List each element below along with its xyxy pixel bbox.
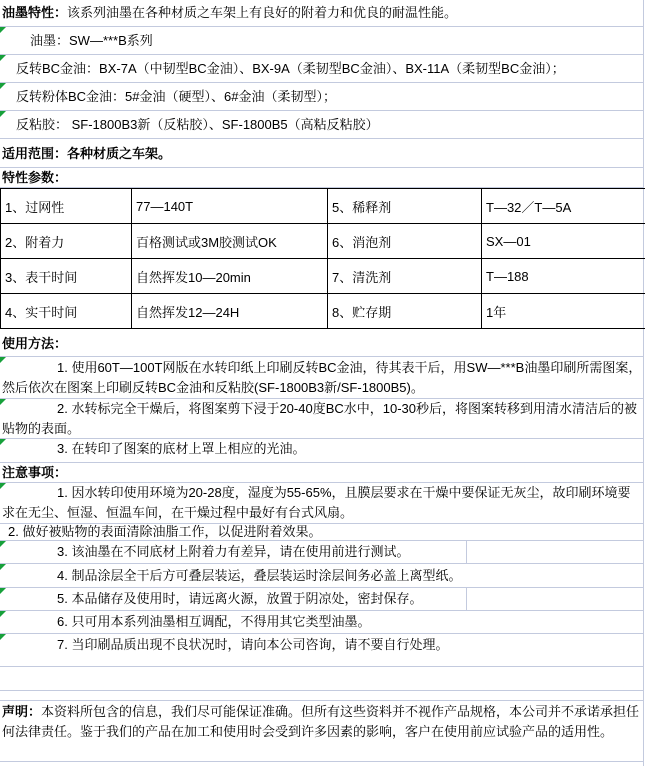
param-value-cell: T—188 [482,259,645,294]
note-item-text: 1. 因水转印使用环境为20-28度，湿度为55-65%，且膜层要求在干燥中要保证无灰尘，故印刷环境要求在无尘、恒湿、恒温车间，在干燥过程中最好有台式风扇。 [2,485,631,520]
row-application-scope [0,139,643,168]
row-contact-phone [0,667,643,691]
note-item-text: 5. 本品储存及使用时，请远离火源，放置于阴凉处，密封保存。 [57,591,423,606]
note-item-text: 6. 只可用本系列油墨相互调配，不得用其它类型油墨。 [57,614,371,629]
note-item-2 [0,524,643,541]
note-item-text: 2. 做好被贴物的表面清除油脂工作，以促进附着效果。 [8,524,322,539]
row-parameters-header [0,168,643,188]
param-value-cell: T—32／T—5A [482,189,645,224]
param-label-cell: 6、消泡剂 [328,224,482,259]
note-item-text: 3. 该油墨在不同底材上附着力有差异，请在使用前进行测试。 [57,544,410,559]
row-anti-stick-glue [0,111,643,139]
row-usage-header [0,329,643,357]
bottom-filler [0,762,643,766]
bc-gold-oil-text: 反转BC金油：BX-7A（中韧型BC金油）、BX-9A（柔韧型BC金油）、BX-11A（柔韧型BC金油）； [16,61,565,76]
application-scope-label: 适用范围： [2,146,68,161]
usage-item-text: 2. 水转标完全干燥后，将图案剪下浸于20-40度BC水中，10-30秒后，将图案转移到用清水清洁后的被贴物的表面。 [2,401,638,436]
table-row [1,189,645,224]
application-scope-text: 各种材质之车架。 [67,146,172,161]
note-item-6 [0,611,643,634]
row-bc-gold-oil [0,55,643,83]
usage-item-3 [0,439,643,463]
param-value-cell: SX—01 [482,224,645,259]
disclaimer-text: 本资料所包含的信息，我们尽可能保证准确。但所有这些资料并不视作产品规格，本公司并不承诺承担任何法律责任。鉴于我们的产品在加工和使用时会受到许多因素的影响，客户在使用前应试验产品的适用性。 [2,704,640,739]
usage-header-label: 使用方法： [2,336,68,351]
table-row [1,259,645,294]
param-label-cell: 7、清洗剂 [328,259,482,294]
note-item-1 [0,483,643,524]
note-item-3 [0,541,643,564]
green-corner-flag-icon [0,541,6,547]
param-label-cell: 2、附着力 [1,224,132,259]
param-label-cell: 8、贮存期 [328,294,482,329]
param-label-cell: 4、实干时间 [1,294,132,329]
spacer-row [0,691,643,701]
param-label-cell: 1、过网性 [1,189,132,224]
green-corner-flag-icon [0,611,6,617]
usage-item-text: 3. 在转印了图案的底材上罩上相应的光油。 [57,441,306,456]
ink-properties-text: 该系列油墨在各种材质之车架上有良好的附着力和优良的耐温性能。 [67,5,458,20]
note-text-cell [0,588,467,610]
empty-cell [467,541,643,563]
parameters-header-label: 特性参数： [2,170,68,185]
green-corner-flag-icon [0,564,6,570]
usage-item-text: 1. 使用60T—100T网版在水转印纸上印刷反转BC金油，待其表干后，用SW—***B油墨印刷所需图案，然后依次在图案上印刷反转BC金油和反粘胶(SF-1800B3新/SF-1800B5)。 [2,360,642,395]
param-label-cell: 3、表干时间 [1,259,132,294]
notes-header-label: 注意事项： [2,465,68,480]
param-value-cell: 百格测试或3M胶测试OK [132,224,328,259]
green-corner-flag-icon [0,634,6,640]
param-value-cell: 1年 [482,294,645,329]
row-ink-properties [0,0,643,27]
param-value-cell: 自然挥发12—24H [132,294,328,329]
green-corner-flag-icon [0,483,6,489]
powder-bc-gold-oil-text: 反转粉体BC金油：5#金油（硬型）、6#金油（柔韧型）； [16,89,336,104]
table-row [1,224,645,259]
usage-item-1 [0,357,643,399]
green-corner-flag-icon [0,27,6,33]
green-corner-flag-icon [0,439,6,445]
row-ink-series [0,27,643,55]
note-item-text: 4. 制品涂层全干后方可叠层装运，叠层装运时涂层间务必盖上离型纸。 [57,568,462,583]
note-item-5 [0,588,643,611]
green-corner-flag-icon [0,399,6,405]
param-value-cell: 自然挥发10—20min [132,259,328,294]
empty-cell [467,588,643,610]
green-corner-flag-icon [0,588,6,594]
table-row [1,294,645,329]
note-item-text: 7. 当印刷品质出现不良状况时，请向本公司咨询，请不要自行处理。 [57,637,449,652]
row-disclaimer [0,701,643,762]
param-value-cell: 77—140T [132,189,328,224]
ink-properties-label: 油墨特性： [2,5,68,20]
green-corner-flag-icon [0,83,6,89]
ink-series-text: 油墨：SW—***B系列 [30,33,153,48]
green-corner-flag-icon [0,357,6,363]
usage-item-2 [0,399,643,439]
row-powder-bc-gold-oil [0,83,643,111]
green-corner-flag-icon [0,111,6,117]
note-text-cell [0,541,467,563]
disclaimer-label: 声明： [2,704,42,719]
note-item-4 [0,564,643,588]
param-label-cell: 5、稀释剂 [328,189,482,224]
green-corner-flag-icon [0,55,6,61]
anti-stick-glue-text: 反粘胶： SF-1800B3新（反粘胶）、SF-1800B5（高粘反粘胶） [16,117,379,132]
row-notes-header [0,463,643,483]
parameters-table [0,188,645,329]
note-item-7 [0,634,643,667]
